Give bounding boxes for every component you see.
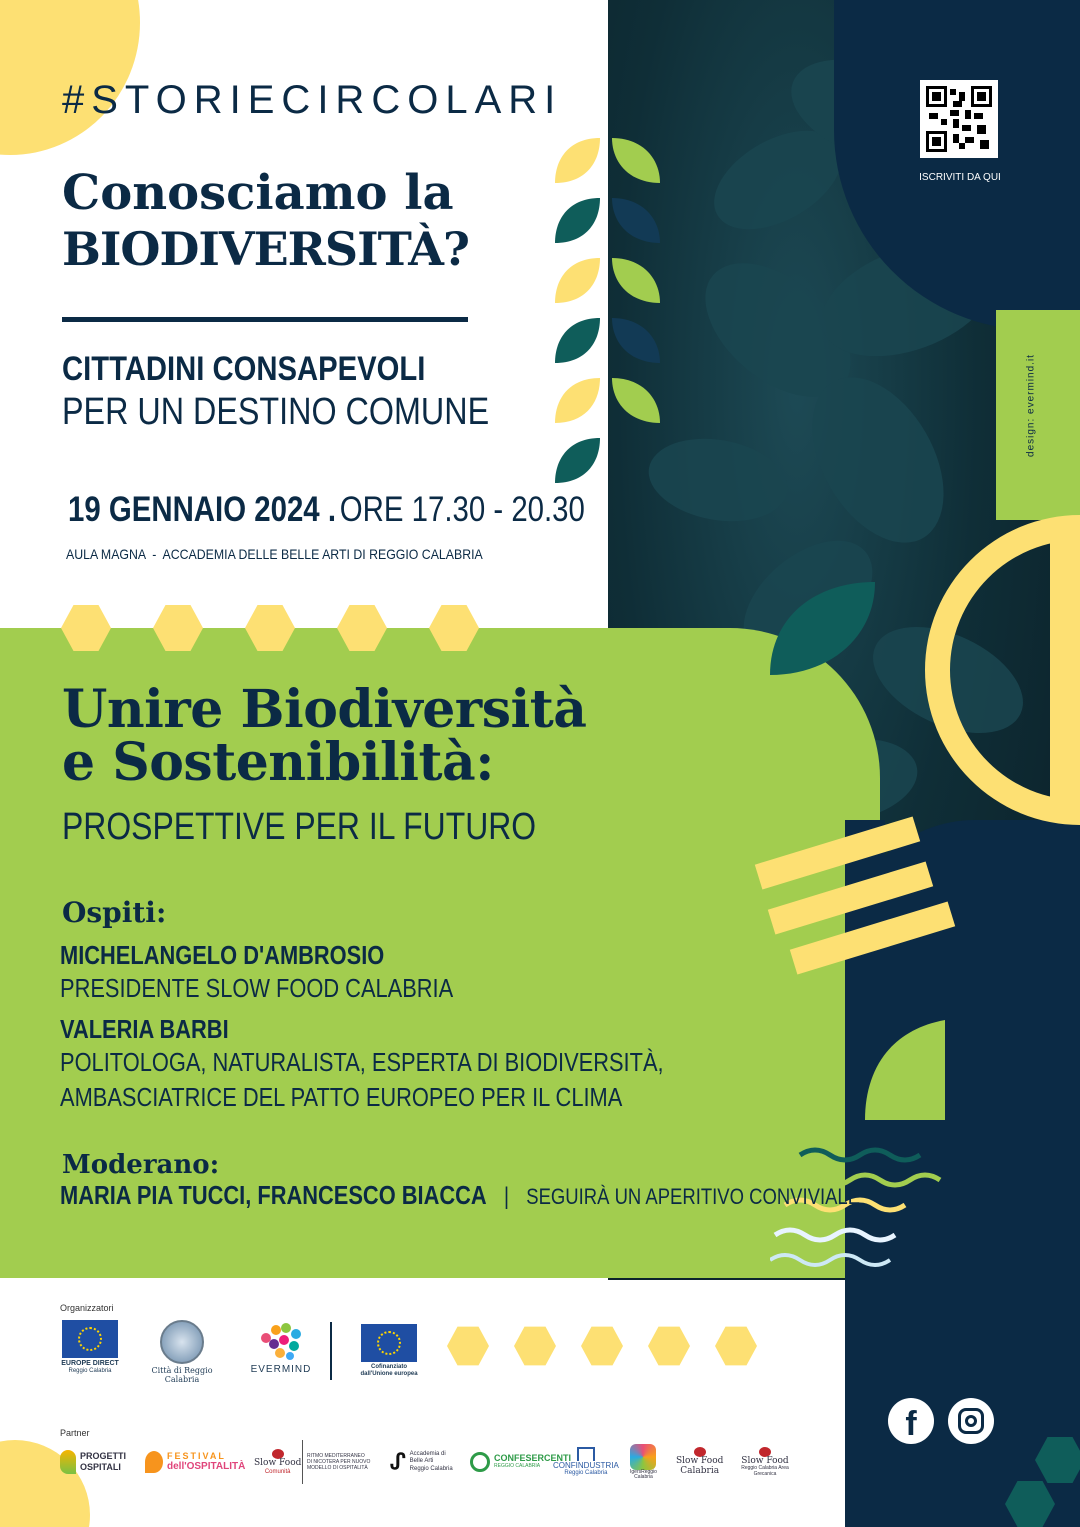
leaf-yellow-2 xyxy=(555,258,600,303)
leaf-navy-2 xyxy=(612,318,660,363)
leaf-yellow-1 xyxy=(555,138,600,183)
partner-slow-food-comunita: Slow Food Comunità xyxy=(254,1440,301,1484)
instagram-icon[interactable] xyxy=(948,1398,994,1444)
event-date: 19 GENNAIO 2024 . xyxy=(68,490,336,529)
eu-flag-icon xyxy=(361,1324,417,1362)
confesercenti-icon xyxy=(470,1452,490,1472)
guest-role-continued: AMBASCIATRICE DEL PATTO EUROPEO PER IL CLIMA xyxy=(60,1082,623,1112)
hexagon xyxy=(337,603,387,653)
partner-confesercenti: CONFESERCENTI REGGIO CALABRIA xyxy=(470,1440,571,1484)
partner-accademia-belle-arti: ᔑ Accademia di Belle Arti Reggio Calabria xyxy=(390,1449,453,1474)
progetti-ospitali-icon xyxy=(60,1450,76,1474)
event-time: ORE 17.30 - 20.30 xyxy=(339,490,585,529)
evermind-brain-icon xyxy=(254,1318,308,1364)
hexagon xyxy=(61,603,111,653)
city-crest-icon xyxy=(160,1320,204,1364)
leaf-green-3 xyxy=(612,378,660,423)
guest-list xyxy=(60,940,664,1113)
organizer-divider xyxy=(330,1322,332,1380)
main-title-line2: BIODIVERSITÀ? xyxy=(62,221,469,276)
main-title xyxy=(62,165,542,276)
partner-confindustria: CONFINDUSTRIA Reggio Calabria xyxy=(553,1440,619,1484)
partner-slow-food-calabria: Slow Food Calabria xyxy=(676,1440,723,1484)
yellow-half-ring xyxy=(910,515,1080,825)
eu-flag-icon xyxy=(62,1320,118,1358)
subtitle-line2: PER UN DESTINO COMUNE xyxy=(62,391,490,433)
credit-strip xyxy=(1016,330,1046,500)
qr-code-icon xyxy=(926,86,992,152)
moderators-label: Moderano: xyxy=(62,1150,220,1180)
qr-code[interactable] xyxy=(920,80,998,158)
event-venue: AULA MAGNA - ACCADEMIA DELLE BELLE ARTI DI REGGIO CALABRIA xyxy=(66,546,483,562)
leaf-navy-1 xyxy=(612,198,660,243)
guest-role: PRESIDENTE SLOW FOOD CALABRIA xyxy=(60,973,454,1003)
section-heading xyxy=(62,679,587,794)
hexagon xyxy=(153,603,203,653)
confindustria-icon xyxy=(577,1447,595,1461)
moderators-line xyxy=(60,1180,860,1211)
subtitle-line1: CITTADINI CONSAPEVOLI xyxy=(62,350,426,388)
eu-cofund-logo: Cofinanziato dall'Unione europea xyxy=(356,1324,422,1377)
aperitivo-note: SEGUIRÀ UN APERITIVO CONVIVIALE xyxy=(526,1184,861,1209)
title-divider xyxy=(62,317,468,322)
qr-caption: ISCRIVITI DA QUI xyxy=(919,172,1001,183)
leaf-green-1 xyxy=(612,138,660,183)
hexagon xyxy=(648,1325,690,1367)
leaf-teal-1 xyxy=(555,198,600,243)
hexagon-row-bottom xyxy=(447,1325,757,1367)
evermind-logo: EVERMIND xyxy=(246,1318,316,1375)
guest-role: POLITOLOGA, NATURALISTA, ESPERTA DI BIODIVERSITÀ, xyxy=(60,1047,664,1077)
subtitle xyxy=(62,350,564,434)
moderator-names: MARIA PIA TUCCI, FRANCESCO BIACCA xyxy=(60,1180,487,1210)
festival-icon xyxy=(145,1451,163,1473)
hexagon xyxy=(429,603,479,653)
teal-hexagons xyxy=(1035,1435,1080,1485)
guests-label: Ospiti: xyxy=(62,896,167,929)
hexagon xyxy=(514,1325,556,1367)
section-heading-line2: e Sostenibilità: xyxy=(62,732,494,794)
teal-leaf-large xyxy=(765,577,885,677)
decorative-leaf-column xyxy=(550,128,670,498)
hashtag: #STORIECIRCOLARI xyxy=(62,78,563,122)
leaf-green-2 xyxy=(612,258,660,303)
event-datetime xyxy=(68,490,585,530)
green-leaf-small xyxy=(860,1015,950,1125)
section-heading-line1: Unire Biodiversità xyxy=(62,679,587,740)
partner-slow-food-grecanica: Slow Food Reggio Calabria Area Grecanica xyxy=(740,1440,790,1484)
accademia-icon: ᔑ xyxy=(390,1449,406,1474)
facebook-icon[interactable]: f xyxy=(888,1398,934,1444)
leaf-teal-3 xyxy=(555,438,600,483)
europe-direct-logo: EUROPE DIRECT Reggio Calabria xyxy=(60,1320,120,1374)
hexagon xyxy=(715,1325,757,1367)
design-credit: design: evermind.it xyxy=(1025,354,1037,457)
hexagon-row-top xyxy=(61,603,479,653)
partner-ritmo-mediterraneo: RITMO MEDITERRANEO DI NICOTERA PER NUOVO MODELLO DI OSPITALITÀ xyxy=(302,1440,374,1484)
partner-igers: IgersReggio Calabria xyxy=(630,1440,657,1484)
guest-name: MICHELANGELO D'AMBROSIO xyxy=(60,940,385,970)
guest-name: VALERIA BARBI xyxy=(60,1014,229,1044)
partner-progetti-ospitali: PROGETTI OSPITALI xyxy=(60,1440,126,1484)
main-title-line1: Conosciamo la xyxy=(62,165,454,221)
hexagon xyxy=(245,603,295,653)
decorative-waves xyxy=(770,1135,960,1295)
partners-label: Partner xyxy=(60,1428,90,1438)
city-logo: Città di Reggio Calabria xyxy=(134,1320,230,1385)
moderators-separator: | xyxy=(503,1183,510,1210)
hexagon xyxy=(581,1325,623,1367)
organizers-label: Organizzatori xyxy=(60,1303,114,1313)
hexagon xyxy=(447,1325,489,1367)
partner-festival-ospitalita: FESTIVAL dell'OSPITALITÀ xyxy=(145,1440,245,1484)
section-subheading: PROSPETTIVE PER IL FUTURO xyxy=(62,806,537,848)
igers-icon xyxy=(630,1444,656,1470)
